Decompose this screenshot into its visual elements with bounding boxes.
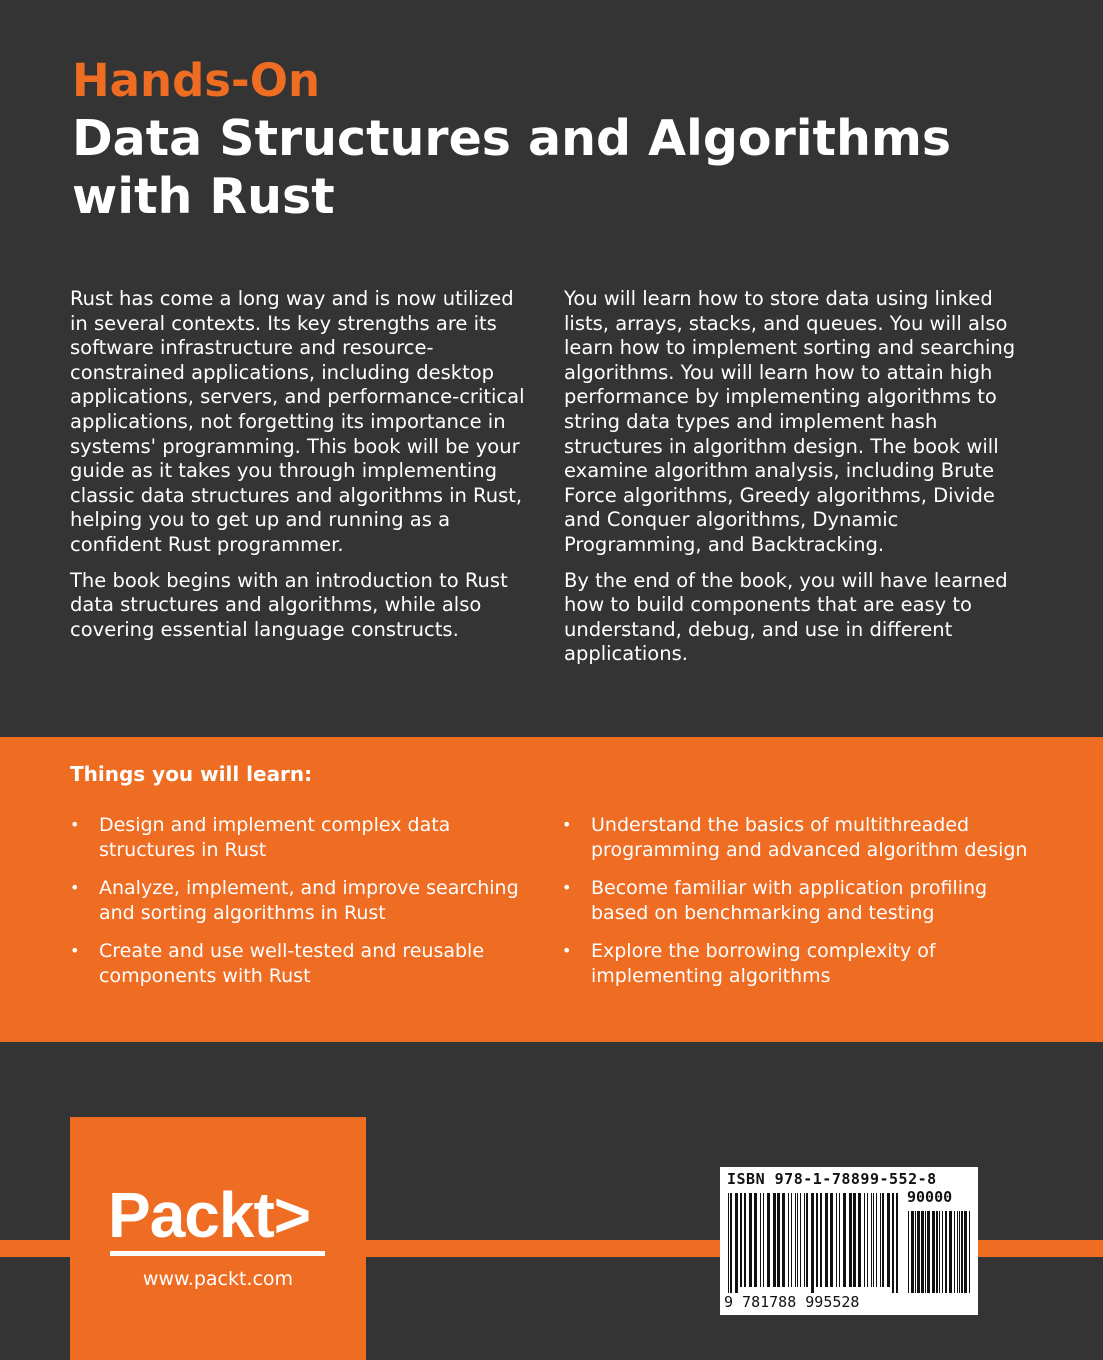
- bullet-icon: •: [70, 815, 80, 834]
- list-item: [70, 813, 540, 862]
- list-item: [562, 813, 1032, 862]
- bullet-icon: •: [562, 941, 572, 961]
- title-block: [72, 52, 951, 226]
- description-paragraph: The book begins with an introduction to Rust data structures and algorithms, while also covering essential language constructs.: [70, 568, 508, 641]
- description-left-column: [70, 287, 530, 653]
- learn-list-left: [70, 813, 540, 1003]
- list-item: [70, 876, 540, 925]
- barcode-addon: 90000: [907, 1188, 953, 1206]
- description-right-column: [564, 287, 1034, 678]
- isbn-text: ISBN 978-1-78899-552-8: [727, 1170, 937, 1188]
- publisher-logo: Packt>: [108, 1179, 311, 1251]
- bullet-icon: •: [70, 941, 80, 961]
- list-item: [562, 876, 1032, 925]
- barcode-icon: [726, 1191, 972, 1293]
- list-item: [70, 939, 540, 988]
- list-item-text: Become familiar with application profiling based on benchmarking and testing: [591, 877, 988, 924]
- bullet-icon: •: [562, 815, 572, 834]
- description-paragraph: By the end of the book, you will have learned how to build components that are easy to understand, debug, and use in different applications.: [564, 568, 1008, 666]
- bullet-icon: •: [70, 878, 80, 898]
- title-line-2: with Rust: [72, 168, 335, 225]
- barcode-digits: 9 781788 995528: [724, 1293, 860, 1311]
- learn-heading: Things you will learn:: [70, 762, 313, 786]
- publisher-logo-box: [70, 1117, 366, 1360]
- title-line-1: Data Structures and Algorithms: [72, 110, 952, 167]
- title-kicker: Hands-On: [72, 54, 321, 107]
- list-item: [562, 939, 1032, 988]
- description-paragraph: You will learn how to store data using linked lists, arrays, stacks, and queues. You will also learn how to implement sorting and searching algorithms. You will learn how to attain high performance by implementing algorithms to string data types and implement hash structures in algorithm design. The book will examine algorithm analysis, including Brute Force algorithms, Greedy algorithms, Divide and Conquer algorithms, Dynamic Programming, and Backtracking.: [564, 287, 1016, 556]
- publisher-url: www.packt.com: [142, 1268, 294, 1290]
- logo-underline: [110, 1251, 325, 1256]
- list-item-text: Explore the borrowing complexity of implementing algorithms: [591, 940, 936, 987]
- isbn-barcode: [720, 1167, 978, 1315]
- list-item-text: Understand the basics of multithreaded programming and advanced algorithm design: [591, 814, 1028, 861]
- bullet-icon: •: [562, 878, 572, 898]
- list-item-text: Analyze, implement, and improve searching and sorting algorithms in Rust: [99, 877, 519, 924]
- learn-list-right: [562, 813, 1032, 1003]
- description-paragraph: Rust has come a long way and is now utilized in several contexts. Its key strengths are its software infrastructure and resource-constrained applications, including desktop applications, servers, and performance-critical applications, not forgetting its importance in systems' programming. This book will be your guide as it takes you through implementing classic data structures and algorithms in Rust, helping you to get up and running as a confident Rust programmer.: [70, 287, 525, 556]
- list-item-text: Create and use well-tested and reusable components with Rust: [99, 940, 485, 987]
- list-item-text: Design and implement complex data structures in Rust: [99, 814, 451, 861]
